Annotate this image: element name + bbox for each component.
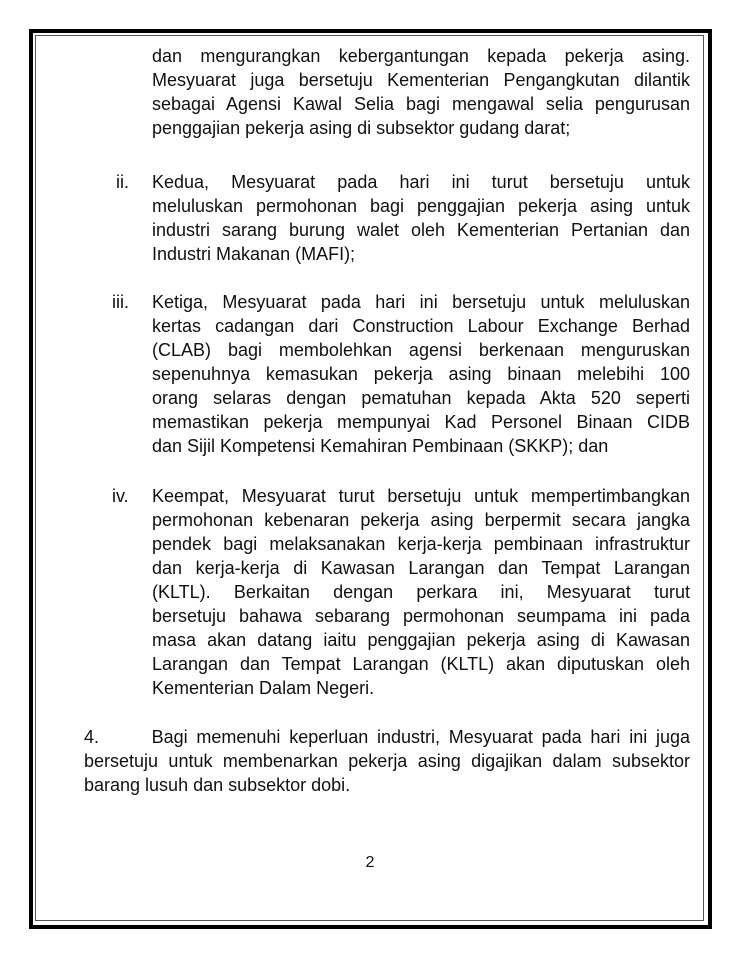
text-line: Industri Makanan (MAFI); [152, 244, 356, 264]
item-iv [152, 484, 690, 700]
text-line: dan kerja-kerja di Kawasan Larangan dan Tempat Larangan [152, 558, 690, 578]
item-number: ii. [116, 172, 129, 192]
text-line: (KLTL). Berkaitan dengan perkara ini, Mesyuarat turut [152, 582, 690, 602]
text-line: dan mengurangkan kebergantungan kepada pekerja asing. [152, 46, 690, 66]
text-line: bersetuju bahawa sebarang permohonan seumpama ini pada [152, 606, 690, 626]
text-line: meluluskan permohonan bagi penggajian pekerja asing untuk [152, 196, 690, 216]
text-line: pendek bagi melaksanakan kerja-kerja pembinaan infrastruktur [152, 534, 690, 554]
text-line: kertas cadangan dari Construction Labour Exchange Berhad [152, 316, 690, 336]
text-line: Keempat, Mesyuarat turut bersetuju untuk mempertimbangkan [152, 486, 690, 506]
text-line: penggajian pekerja asing di subsektor gudang darat; [152, 118, 571, 138]
text-line: masa akan datang iaitu penggajian pekerja asing di Kawasan [152, 630, 690, 650]
text-line: barang lusuh dan subsektor dobi. [84, 775, 351, 795]
text-line: dan Sijil Kompetensi Kemahiran Pembinaan (SKKP); dan [152, 436, 609, 456]
item-number: iii. [112, 292, 129, 312]
text-line: Mesyuarat juga bersetuju Kementerian Pengangkutan dilantik [152, 70, 690, 90]
text-line: sepenuhnya kemasukan pekerja asing binaan melebihi 100 [152, 364, 690, 384]
text-line: Kedua, Mesyuarat pada hari ini turut bersetuju untuk [152, 172, 690, 192]
item-number: iv. [112, 486, 129, 506]
text-line: orang selaras dengan pematuhan kepada Akta 520 seperti [152, 388, 690, 408]
continuation-paragraph [152, 44, 690, 140]
text-line: permohonan kebenaran pekerja asing berpermit secara jangka [152, 510, 690, 530]
item-ii [152, 170, 690, 266]
text-line: sebagai Agensi Kawal Selia bagi mengawal selia pengurusan [152, 94, 690, 114]
item-iii [152, 290, 690, 458]
text-line: Larangan dan Tempat Larangan (KLTL) akan diputuskan oleh [152, 654, 690, 674]
text-line: bersetuju untuk membenarkan pekerja asing digajikan dalam subsektor [84, 751, 690, 771]
text-line: industri sarang burung walet oleh Kementerian Pertanian dan [152, 220, 690, 240]
text-line: memastikan pekerja mempunyai Kad Personel Binaan CIDB [152, 412, 690, 432]
text-line: Ketiga, Mesyuarat pada hari ini bersetuju untuk meluluskan [152, 292, 690, 312]
text-line: 4. Bagi memenuhi keperluan industri, Mesyuarat pada hari ini juga [84, 727, 690, 747]
paragraph-4 [84, 725, 690, 797]
page-number: 2 [365, 854, 375, 871]
text-line: Kementerian Dalam Negeri. [152, 678, 375, 698]
text-line: (CLAB) bagi membolehkan agensi berkenaan menguruskan [152, 340, 690, 360]
